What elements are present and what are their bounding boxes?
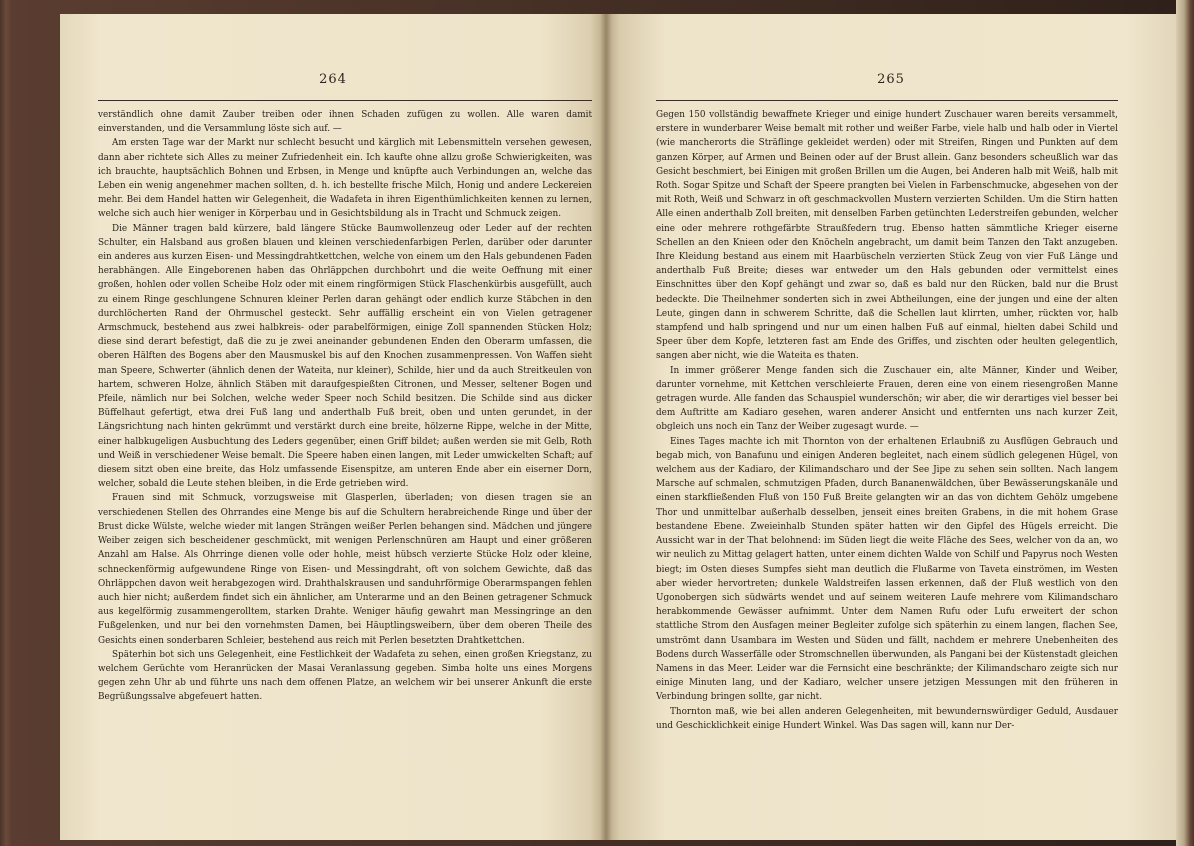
page-text-left	[98, 108, 592, 705]
page-number-right: 265	[877, 72, 905, 87]
paragraph: Am ersten Tage war der Markt nur schlecht besucht und kärglich mit Lebensmitteln versehen gewesen, dann aber richtete sich Alles zu meiner Zufriedenheit ein. Ich kaufte ohne allzu große Schwierigkeiten, was ich brauchte, hauptsächlich Bohnen und Erbsen, in Menge und knüpfte auch Verbindungen an, welche das Leben ein wenig angenehmer machen sollten, d. h. ich bestellte frische Milch, Honig und andere Leckereien mehr. Bei dem Handel hatten wir Gelegenheit, die Wadafeta in ihren Eigenthümlichkeiten kennen zu lernen, welche sich auch hier weniger in Körperbau und in Gesichtsbildung als in Tracht und Schmuck zeigen.	[98, 138, 592, 220]
header-rule-left	[98, 100, 592, 101]
header-rule-right	[656, 100, 1118, 101]
paragraph: Gegen 150 vollständig bewaffnete Krieger und einige hundert Zuschauer waren bereits versammelt, erstere in wunderbarer Weise bemalt mit rother und weißer Farbe, viele halb und halb oder in Viertel (wie mancherorts die Sträflinge gekleidet werden) oder mit Streifen, Ringen und Punkten auf dem ganzen Körper, auf Armen und Beinen oder auf der Brust allein. Ganz besonders scheußlich war das Gesicht beschmiert, bei Einigen mit großen Brillen um die Augen, bei Anderen halb mit Weiß, halb mit Roth. Sogar Spitze und Schaft der Speere prangten bei Vielen in Farbenschmucke, abgesehen von der mit Roth, Weiß und Schwarz in oft geschmackvollen Mustern verzierten Schilden. Um die Stirn hatten Alle einen anderthalb Zoll breiten, mit denselben Farben getünchten Lederstreifen gebunden, welcher eine oder mehrere rothgefärbte Straußfedern trug. Ebenso hatten sämmtliche Krieger eiserne Schellen an den Knieen oder den Knöcheln angebracht, um damit beim Tanzen den Takt anzugeben. Ihre Kleidung bestand aus einem mit Haarbüscheln verzierten Stück Zeug von vier Fuß Länge und anderthalb Fuß Breite; dieses war entweder um den Hals gebunden oder vermittelst eines Einschnittes über den Kopf gehängt und zwar so, daß es bald nur den Rücken, bald nur die Brust bedeckte. Die Theilnehmer sonderten sich in zwei Abtheilungen, eine der jungen und eine der alten Leute, gingen dann in schwerem Schritte, daß die Schellen laut klirrten, umher, rückten vor, halb stampfend und halb springend und nur um einen halben Fuß auf einmal, hielten dabei Schild und Speer über dem Kopfe, letzteren fast am Ende des Griffes, und zischten oder heulten gelegentlich, sangen aber nicht, wie die Wateita es thaten.	[656, 110, 1118, 362]
paragraph: Frauen sind mit Schmuck, vorzugsweise mit Glasperlen, überladen; von diesen tragen sie an verschiedenen Stellen des Ohrrandes eine Menge bis auf die Schultern herabreichende Ringe und über der Brust dicke Wülste, welche wieder mit langen Strängen weißer Perlen behangen sind. Mädchen und jüngere Weiber zeigen sich bescheidener geschmückt, mit wenigen Perlenschnüren am Haupt und einer größeren Anzahl am Halse. Als Ohrringe dienen volle oder hohle, meist hübsch verzierte Stücke Holz oder kleine, schneckenförmig aufgewundene Ringe von Eisen- und Messingdraht, oft von solchem Gewichte, daß das Ohrläppchen davon weit herabgezogen wird. Drahthalskrausen und sanduhrförmige Oberarmspangen fehlen auch hier nicht; außerdem findet sich ein ähnlicher, am Unterarme und an den Beinen getragener Schmuck aus kegelförmig zusammengerolltem, starken Drahte. Weniger häufig gewahrt man Messingringe an den Fußgelenken, und nur bei den vornehmsten Damen, bei Häuptlingsweibern, über dem oberen Theile des Gesichts einen sonderbaren Schleier, bestehend aus reich mit Perlen besetzten Drahtkettchen.	[98, 493, 592, 646]
page-number-left: 264	[319, 72, 347, 87]
left-page	[60, 14, 606, 840]
page-text-right	[656, 108, 1118, 733]
book-gutter	[600, 14, 612, 840]
right-page	[606, 14, 1176, 840]
paragraph: verständlich ohne damit Zauber treiben oder ihnen Schaden zufügen zu wollen. Alle waren damit einverstanden, und die Versammlung löste sich auf. —	[98, 110, 592, 135]
paragraph: Eines Tages machte ich mit Thornton von der erhaltenen Erlaubniß zu Ausflügen Gebrauch und begab mich, von Banafunu und einigen Anderen begleitet, nach einem südlich gelegenen Hügel, von welchem aus der Kadiaro, der Kilimandscharo und der See Jipe zu sehen sein sollten. Nach langem Marsche auf schmalen, schmutzigen Pfaden, durch Bananenwäldchen, über Bewässerungskanäle und einen starkfließenden Fluß von 150 Fuß Breite gelangten wir an das von dichtem Gehölz umgebene Thor und unmittelbar außerhalb desselben, jenseit eines breiten Grabens, in die mit hohem Grase bestandene Ebene. Zweieinhalb Stunden später hatten wir den Gipfel des Hügels erreicht. Die Aussicht war in der That belohnend: im Süden liegt die weite Fläche des Sees, welcher von da an, wo wir neulich zu Mittag gelagert hatten, unter einem dichten Walde von Schilf und Papyrus noch Westen biegt; im Osten dieses Sumpfes sieht man deutlich die Flußarme von Taveta einströmen, im Westen aber wieder hervortreten; dunkele Waldstreifen lassen erkennen, daß der Fluß westlich von den Ugonobergen sich südwärts wendet und auf seinem weiteren Laufe mehrere vom Kilimandscharo herabkommende Gewässer aufnimmt. Unter dem Namen Rufu oder Lufu erweitert der schon stattliche Strom den Ausfagen meiner Begleiter zufolge sich späterhin zu einem langen, flachen See, umströmt dann Usambara im Westen und Süden und fällt, nachdem er mehrere Unebenheiten des Bodens durch Wasserfälle oder Stromschnellen überwunden, als Pangani bei der Küstenstadt gleichen Namens in das Meer. Leider war die Fernsicht eine beschränkte; der Kilimandscharo zeigte sich nur einige Minuten lang, und der Kadiaro, welcher unsere jetzigen Messungen mit den früheren in Verbindung bringen sollte, gar nicht.	[656, 436, 1118, 703]
paragraph: Thornton maß, wie bei allen anderen Gelegenheiten, mit bewundernswürdiger Geduld, Ausdauer und Geschicklichkeit einige Hundert Winkel. Was Das sagen will, kann nur Der-	[656, 706, 1118, 731]
paragraph: In immer größerer Menge fanden sich die Zuschauer ein, alte Männer, Kinder und Weiber, darunter vornehme, mit Kettchen verschleierte Frauen, deren eine von einem riesengroßen Manne getragen wurde. Alle fanden das Schauspiel wunderschön; wir aber, die wir derartiges viel besser bei dem Auftritte am Kadiaro gesehen, waren anderer Ansicht und entfernten uns nach kurzer Zeit, obgleich uns noch ein Tanz der Weiber zugesagt wurde. —	[656, 365, 1118, 433]
paragraph: Späterhin bot sich uns Gelegenheit, eine Festlichkeit der Wadafeta zu sehen, einen großen Kriegstanz, zu welchem Gerüchte vom Heranrücken der Masai Veranlassung gegeben. Simba holte uns eines Morgens gegen zehn Uhr ab und führte uns nach dem offenen Platze, an welchem wir bei unserer Ankunft die erste Begrüßungssalve abgefeuert hatten.	[98, 649, 592, 703]
paragraph: Die Männer tragen bald kürzere, bald längere Stücke Baumwollenzeug oder Leder auf der rechten Schulter, ein Halsband aus großen blauen und kleinen verschiedenfarbigen Perlen, darüber oder darunter ein anderes aus kurzen Eisen- und Messingdrahtkettchen, welche von einem um den Hals gebundenen Faden herabhängen. Alle Eingeborenen haben das Ohrläppchen durchbohrt und die weite Oeffnung mit einer großen, hohlen oder vollen Scheibe Holz oder mit einem ringförmigen Stück Flaschenkürbis ausgefüllt, auch zu einem Ringe geschlungene Schnuren kleiner Perlen daran gehängt oder endlich kurze Stäbchen in den durchlöcherten Rand der Ohrmuschel gesteckt. Sehr auffällig erscheint ein von Vielen getragener Armschmuck, bestehend aus zwei halbkreis- oder parabelförmigen, einige Zoll spannenden Stücken Holz; diese sind derart befestigt, daß die zu je zwei aneinander gebundenen Enden den Oberarm umfassen, die oberen Hälften des Bogens aber den Mausmuskel bis auf den Knochen zusammenpressen. Von Waffen sieht man Speere, Schwerter (ähnlich denen der Wateita, nur kleiner), Schilde, hier und da auch Streitkeulen von hartem, schweren Holze, ähnlich Stäben mit daraufgespießten Citronen, und Messer, seltener Bogen und Pfeile, nämlich nur bei Solchen, welche weder Speer noch Schild besitzen. Die Schilde sind aus dicker Büffelhaut gefertigt, etwa drei Fuß lang und anderthalb Fuß breit, oben und unten gerundet, in der Längsrichtung nach hinten gekrümmt und verstärkt durch eine breite, hölzerne Rippe, welche in der Mitte, einer halbkugeligen Ausbuchtung des Leders gegenüber, einen Griff bildet; außen werden sie mit Gelb, Roth und Weiß in verschiedener Weise bemalt. Die Speere haben einen langen, mit Leder umwickelten Schaft; auf diesem sitzt oben eine breite, das Holz umfassende Eisenspitze, am unteren Ende aber ein eiserner Dorn, welcher, sobald die Leute stehen bleiben, in die Erde getrieben wird.	[98, 223, 592, 490]
book-cover-edge	[1176, 0, 1194, 846]
